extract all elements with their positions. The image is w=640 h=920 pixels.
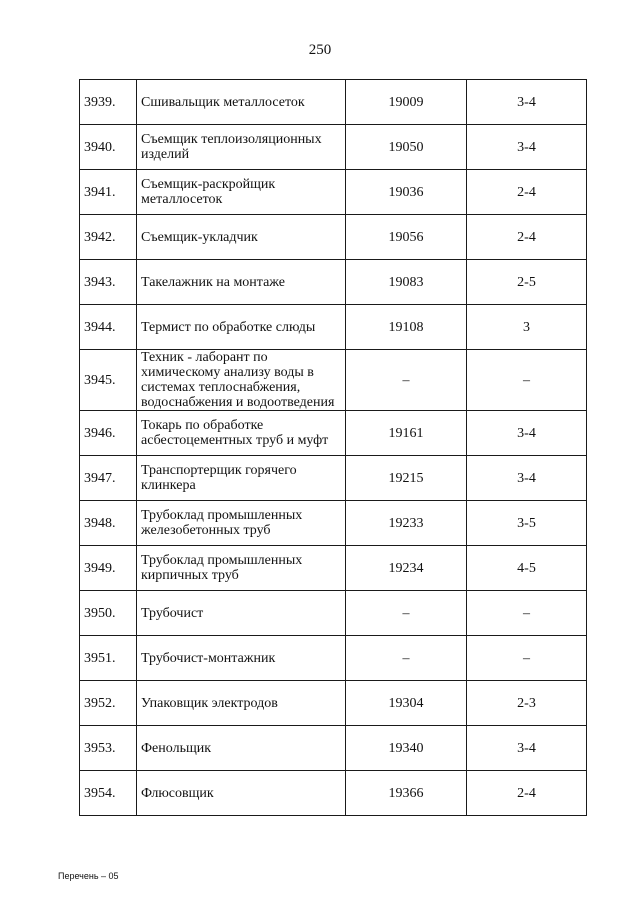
row-number: 3940. [80, 125, 137, 170]
row-number: 3944. [80, 305, 137, 350]
row-number: 3942. [80, 215, 137, 260]
table-row [80, 215, 587, 260]
grade-range: – [467, 350, 587, 411]
profession-title: Такелажник на монтаже [137, 260, 346, 305]
table-row [80, 456, 587, 501]
grade-range: 3-4 [467, 726, 587, 771]
profession-code: 19108 [346, 305, 467, 350]
table-row [80, 350, 587, 411]
row-number: 3948. [80, 501, 137, 546]
row-number: 3943. [80, 260, 137, 305]
row-number: 3951. [80, 636, 137, 681]
profession-code: 19233 [346, 501, 467, 546]
row-number: 3949. [80, 546, 137, 591]
profession-code: 19009 [346, 80, 467, 125]
grade-range: 3 [467, 305, 587, 350]
grade-range: 3-4 [467, 411, 587, 456]
grade-range: 2-4 [467, 170, 587, 215]
profession-title: Сшивальщик металлосеток [137, 80, 346, 125]
table-row [80, 636, 587, 681]
profession-code: – [346, 591, 467, 636]
profession-title: Съемщик-раскройщик металлосеток [137, 170, 346, 215]
table-row [80, 771, 587, 816]
profession-title: Съемщик теплоизоляционных изделий [137, 125, 346, 170]
row-number: 3947. [80, 456, 137, 501]
profession-title: Транспортерщик горячего клинкера [137, 456, 346, 501]
table-row [80, 681, 587, 726]
table-row [80, 591, 587, 636]
table-row [80, 260, 587, 305]
page-number: 250 [308, 42, 332, 58]
grade-range: – [467, 591, 587, 636]
profession-title: Фенольщик [137, 726, 346, 771]
table-row [80, 305, 587, 350]
row-number: 3952. [80, 681, 137, 726]
table-row [80, 546, 587, 591]
row-number: 3945. [80, 350, 137, 411]
profession-code: 19234 [346, 546, 467, 591]
row-number: 3954. [80, 771, 137, 816]
profession-code: – [346, 636, 467, 681]
page-footer: Перечень – 05 [58, 871, 119, 881]
grade-range: 4-5 [467, 546, 587, 591]
profession-table [79, 79, 587, 816]
profession-title: Съемщик-укладчик [137, 215, 346, 260]
profession-code: 19083 [346, 260, 467, 305]
table-row [80, 125, 587, 170]
profession-title: Токарь по обработке асбестоцементных труб и муфт [137, 411, 346, 456]
grade-range: 2-5 [467, 260, 587, 305]
grade-range: 3-4 [467, 80, 587, 125]
profession-code: 19340 [346, 726, 467, 771]
row-number: 3953. [80, 726, 137, 771]
profession-title: Трубоклад промышленных железобетонных труб [137, 501, 346, 546]
profession-code: 19036 [346, 170, 467, 215]
profession-code: 19215 [346, 456, 467, 501]
profession-code: 19304 [346, 681, 467, 726]
grade-range: 3-5 [467, 501, 587, 546]
profession-title: Трубоклад промышленных кирпичных труб [137, 546, 346, 591]
profession-title: Трубочист [137, 591, 346, 636]
grade-range: 2-4 [467, 215, 587, 260]
grade-range: 3-4 [467, 456, 587, 501]
row-number: 3946. [80, 411, 137, 456]
grade-range: 2-4 [467, 771, 587, 816]
grade-range: 2-3 [467, 681, 587, 726]
table-row [80, 170, 587, 215]
profession-code: 19056 [346, 215, 467, 260]
grade-range: 3-4 [467, 125, 587, 170]
table-row [80, 726, 587, 771]
profession-title: Флюсовщик [137, 771, 346, 816]
table-row [80, 501, 587, 546]
table-row [80, 80, 587, 125]
profession-title: Термист по обработке слюды [137, 305, 346, 350]
row-number: 3950. [80, 591, 137, 636]
profession-title: Техник - лаборант по химическому анализу воды в системах теплоснабжения, водоснабжения и водоотведения [137, 350, 346, 411]
profession-code: 19161 [346, 411, 467, 456]
profession-code: – [346, 350, 467, 411]
row-number: 3941. [80, 170, 137, 215]
row-number: 3939. [80, 80, 137, 125]
profession-title: Упаковщик электродов [137, 681, 346, 726]
profession-title: Трубочист-монтажник [137, 636, 346, 681]
profession-code: 19050 [346, 125, 467, 170]
grade-range: – [467, 636, 587, 681]
table-row [80, 411, 587, 456]
profession-code: 19366 [346, 771, 467, 816]
